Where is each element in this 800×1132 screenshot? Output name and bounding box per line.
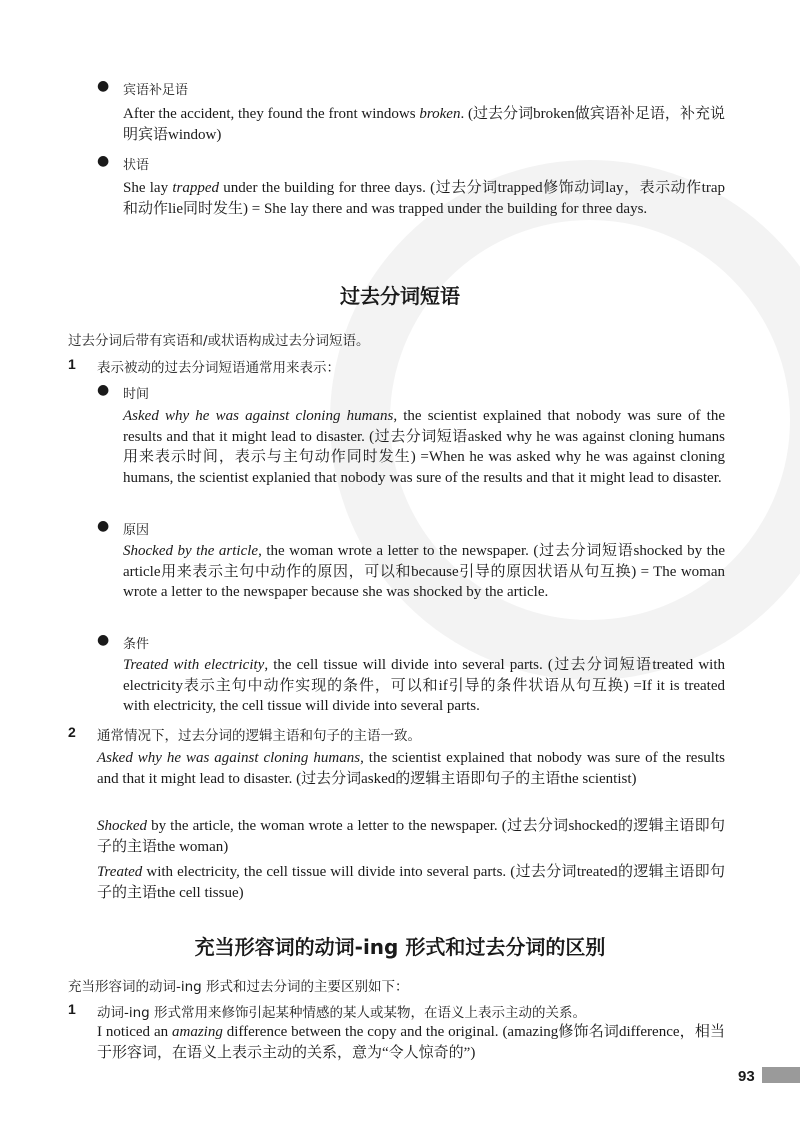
section-intro: 充当形容词的动词-ing 形式和过去分词的主要区别如下： [68,979,409,995]
bullet-icon: ● [97,153,110,169]
example-condition: Treated with electricity, the cell tissue will divide into several parts. (过去分词短语treated with electricity表示主句中动作实现的条件，可以和if引导的条件状语从句互换) =If it is treated with electricity, the cell tissue will divide into several parts. [123,657,725,714]
example-amazing: I noticed an amazing difference between the copy and the original. (amazing修饰名词difference，相当于形容词，在语义上表示主动的关系，意为“令人惊奇的”) [97,1024,725,1061]
section-intro: 过去分词后带有宾语和/或状语构成过去分词短语。 [68,333,370,349]
point-text: 动词-ing 形式常用来修饰引起某种情感的某人或某物，在语义上表示主动的关系。 [97,1005,587,1021]
item-label-time: 时间 [123,387,150,402]
item-label-adverbial: 状语 [123,158,150,173]
bullet-icon: ● [97,518,110,534]
bullet-icon: ● [97,632,110,648]
page-number: 93 [738,1068,755,1085]
section-heading-past-participle-phrase: 过去分词短语 [340,284,460,308]
point-text: 通常情况下，过去分词的逻辑主语和句子的主语一致。 [97,728,421,744]
example-reason: Shocked by the article, the woman wrote a letter to the newspaper. (过去分词短语shocked by the article用来表示主句中动作的原因，可以和because引导的原因状语从句互换) = The woman wrote a letter to the newspaper because she was shocked by the article. [123,543,725,600]
example-adverbial: She lay trapped under the building for three days. (过去分词trapped修饰动词lay，表示动作trap和动作lie同时发生) = She lay there and was trapped under the building for three days. [123,180,725,217]
bullet-icon: ● [97,78,110,94]
item-label-condition: 条件 [123,637,150,652]
point-number: 1 [68,1001,76,1017]
bullet-icon: ● [97,382,110,398]
point-text: 表示被动的过去分词短语通常用来表示： [97,360,340,376]
item-label-reason: 原因 [123,523,150,538]
item-label-object-complement: 宾语补足语 [123,83,189,98]
point-number: 1 [68,356,76,372]
example-object-complement: After the accident, they found the front windows broken. (过去分词broken做宾语补足语，补充说明宾语window) [123,106,725,143]
point-number: 2 [68,724,76,740]
example-logical-subject-1: Asked why he was against cloning humans, the scientist explained that nobody was sure of the results and that it might lead to disaster. (过去分词asked的逻辑主语即句子的主语the scientist) [97,750,725,787]
section-heading-ing-vs-participle: 充当形容词的动词-ing 形式和过去分词的区别 [194,935,606,959]
example-logical-subject-3: Treated with electricity, the cell tissue will divide into several parts. (过去分词treated的逻辑主语即句子的主语the cell tissue) [97,864,725,901]
page-number-bar [762,1067,800,1083]
example-logical-subject-2: Shocked by the article, the woman wrote a letter to the newspaper. (过去分词shocked的逻辑主语即句子的主语the woman) [97,818,725,855]
example-time: Asked why he was against cloning humans, the scientist explained that nobody was sure of the results and that it might lead to disaster. (过去分词短语asked why he was against cloning humans用来表示时间，表示与主句动作同时发生) =When he was asked why he was against cloning humans, the scientist explanied that nobody was sure of the results and that it might lead to disaster. [123,408,725,486]
